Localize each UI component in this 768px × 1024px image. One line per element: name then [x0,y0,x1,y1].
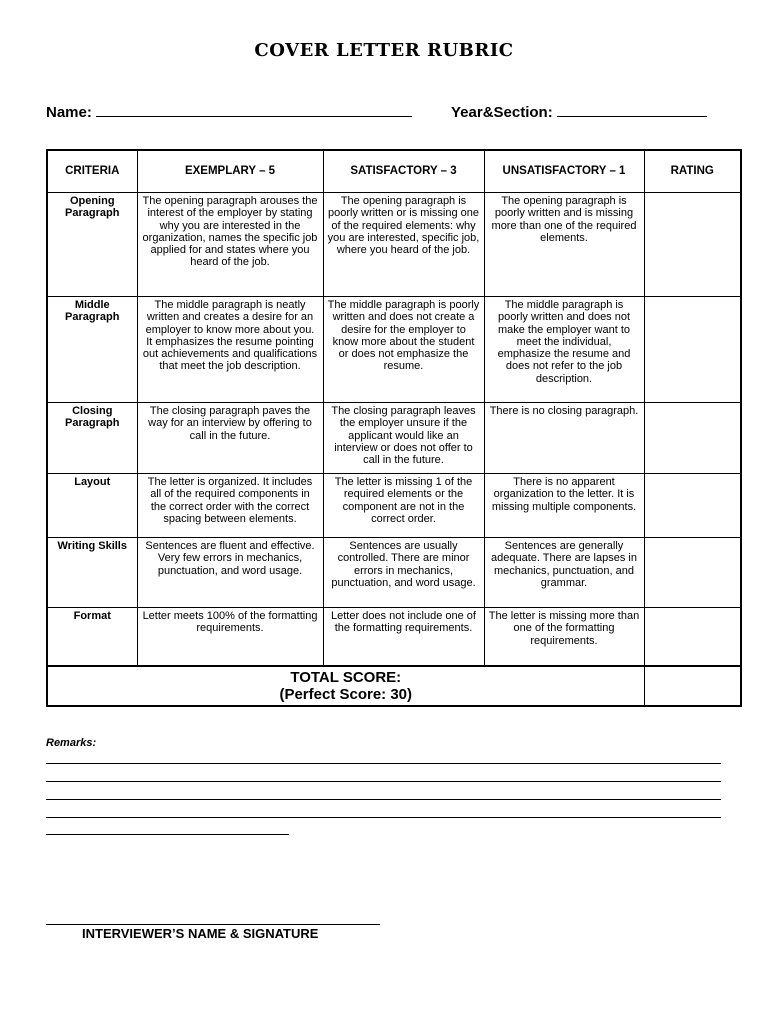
unsatisfactory-cell: There is no closing paragraph. [484,403,644,474]
table-row [47,474,741,538]
satisfactory-cell: Sentences are usually controlled. There are minor errors in mechanics, punctuation, and word usage. [323,538,484,608]
header-exemplary: EXEMPLARY – 5 [137,150,323,193]
page-title: COVER LETTER RUBRIC [254,40,514,61]
satisfactory-cell: Letter does not include one of the formatting requirements. [323,608,484,667]
table-row [47,297,741,403]
header-satisfactory: SATISFACTORY – 3 [323,150,484,193]
rating-cell[interactable] [644,193,741,297]
total-score-cell [47,666,644,706]
year-section-field[interactable] [451,103,707,121]
table-row [47,538,741,608]
unsatisfactory-cell: Sentences are generally adequate. There are lapses in mechanics, punctuation, and grammar. [484,538,644,608]
exemplary-cell: The middle paragraph is neatly written and creates a desire for an employer to know more about you. It emphasizes the resume pointing out achievements and qualifications that meet the job description. [137,297,323,403]
remarks-line[interactable] [46,781,721,782]
signature-label: INTERVIEWER’S NAME & SIGNATURE [82,926,319,941]
name-label: Name: [46,104,92,121]
exemplary-cell: Sentences are fluent and effective. Very few errors in mechanics, punctuation, and word usage. [137,538,323,608]
remarks-label: Remarks: [46,737,97,749]
perfect-score-label: (Perfect Score: 30) [279,686,413,703]
criteria-cell: Writing Skills [47,538,137,608]
rating-cell[interactable] [644,403,741,474]
table-row [47,193,741,297]
total-rating-cell[interactable] [644,666,741,706]
remarks-line[interactable] [46,817,721,818]
year-section-blank-line[interactable] [557,103,707,117]
rating-cell[interactable] [644,474,741,538]
unsatisfactory-cell: The middle paragraph is poorly written and does not make the employer want to meet the individual, emphasize the resume and does not refer to the job description. [484,297,644,403]
satisfactory-cell: The letter is missing 1 of the required elements or the component are not in the correct order. [323,474,484,538]
header-criteria: CRITERIA [47,150,137,193]
remarks-line[interactable] [46,834,289,835]
table-row [47,608,741,667]
criteria-cell: Layout [47,474,137,538]
criteria-cell: Middle Paragraph [47,297,137,403]
name-blank-line[interactable] [96,103,412,117]
total-score-label: TOTAL SCORE: [290,669,402,686]
criteria-cell: Format [47,608,137,667]
criteria-cell: Opening Paragraph [47,193,137,297]
unsatisfactory-cell: There is no apparent organization to the letter. It is missing multiple components. [484,474,644,538]
rating-cell[interactable] [644,608,741,667]
satisfactory-cell: The opening paragraph is poorly written or is missing one of the required elements: why you are interested, specific job, where you heard of the job. [323,193,484,297]
unsatisfactory-cell: The letter is missing more than one of the formatting requirements. [484,608,644,667]
remarks-line[interactable] [46,763,721,764]
signature-line[interactable] [46,924,380,925]
exemplary-cell: The closing paragraph paves the way for an interview by offering to call in the future. [137,403,323,474]
unsatisfactory-cell: The opening paragraph is poorly written and is missing more than one of the required elements. [484,193,644,297]
rating-cell[interactable] [644,538,741,608]
rating-cell[interactable] [644,297,741,403]
satisfactory-cell: The middle paragraph is poorly written and does not create a desire for the employer to know more about the student or does not emphasize the resume. [323,297,484,403]
exemplary-cell: The opening paragraph arouses the interest of the employer by stating why you are interested in the organization, names the specific job applied for and states where you heard of the job. [137,193,323,297]
rubric-table [46,149,742,707]
header-rating: RATING [644,150,741,193]
header-unsatisfactory: UNSATISFACTORY – 1 [484,150,644,193]
exemplary-cell: The letter is organized. It includes all of the required components in the correct order with the correct spacing between elements. [137,474,323,538]
name-field[interactable] [46,103,412,121]
total-score-row [47,666,741,706]
table-header-row [47,150,741,193]
year-section-label: Year&Section: [451,104,553,121]
table-row [47,403,741,474]
satisfactory-cell: The closing paragraph leaves the employer unsure if the applicant would like an interview or does not offer to call in the future. [323,403,484,474]
exemplary-cell: Letter meets 100% of the formatting requirements. [137,608,323,667]
criteria-cell: Closing Paragraph [47,403,137,474]
remarks-line[interactable] [46,799,721,800]
